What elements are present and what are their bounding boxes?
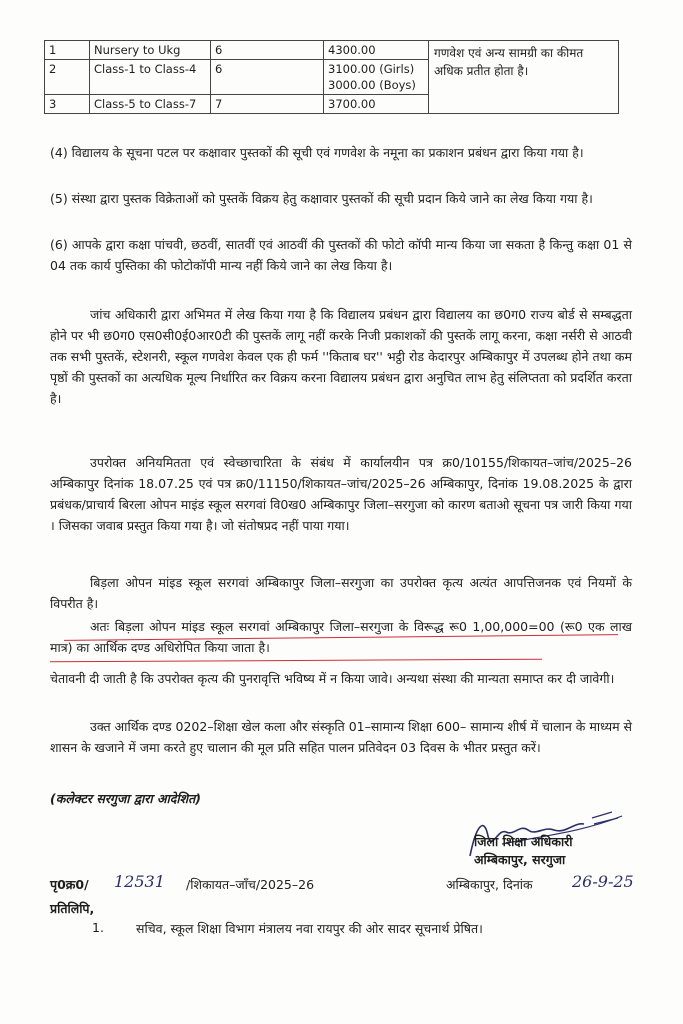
objection-paragraph: बिड़ला ओपन मांइड स्कूल सरगवां अम्बिकापुर जिला–सरगुजा का उपरोक्त कृत्य अत्यंत आपत्तिजनक एवं नियमों के विपरीत है।: [50, 575, 632, 611]
class-cell: Class-1 to Class-4: [90, 60, 211, 95]
amount-value: 3000.00 (Boys): [328, 78, 416, 92]
serial-cell: 1: [45, 41, 90, 60]
amount-cell: [324, 95, 429, 114]
copy-item-text: सचिव, स्कूल शिक्षा विभाग मंत्रालय नवा रायपुर की ओर सादर सूचनार्थ प्रेषित।: [136, 921, 483, 936]
amount-value: 4300.00: [328, 43, 376, 57]
count-cell: 6: [211, 41, 324, 60]
order-line: (कलेक्टर सरगुजा द्वारा आदेशित): [50, 791, 201, 806]
reference-date: 26-9-25: [572, 872, 634, 891]
class-cell: Nursery to Ukg: [90, 41, 211, 60]
point-6: (6) आपके द्वारा कक्षा पांचवी, छठवीं, सातवीं एवं आठवीं की पुस्तकों की फोटो कॉपी मान्य किया जा सकता है किन्तु कक्षा 01 से 04 तक कार्य पुस्तिका की फोटोकॉपी मान्य नहीं किये जाने का लेख किया है।: [50, 237, 632, 273]
reference-prefix: पृ0क्र0/: [50, 877, 89, 892]
serial-cell: 2: [45, 60, 90, 95]
fee-table: [44, 40, 619, 114]
amount-cell: [324, 41, 429, 60]
penalty-underline-2: [50, 659, 542, 663]
copy-label: प्रतिलिपि,: [50, 901, 95, 916]
signatory-designation: जिला शिक्षा अधिकारी: [474, 834, 573, 849]
reference-number: 12531: [114, 872, 165, 891]
signatory-place: अम्बिकापुर, सरगुजा: [474, 852, 566, 867]
deposit-paragraph: उक्त आर्थिक दण्ड 0202–शिक्षा खेल कला और संस्कृति 01–सामान्य शिक्षा 600– सामान्य शीर्ष में चालान के माध्यम से शासन के खजाने में जमा करते हुए चालान की मूल प्रति सहित पालन प्रतिवेदन 03 दिवस के भीतर प्रस्तुत करें।: [50, 719, 632, 755]
point-5: (5) संस्था द्वारा पुस्तक विक्रेताओं को पुस्तकें विक्रय हेतु कक्षावार पुस्तकों की सूची प्रदान किये जाने का लेख किया गया है।: [50, 191, 593, 206]
inquiry-paragraph: जांच अधिकारी द्वारा अभिमत में लेख किया गया है कि विद्यालय प्रबंधन द्वारा विद्यालय का छ0ग0 राज्य बोर्ड से सम्बद्धता होने पर भी छ0ग0 एस0सी0ई0आर0टी की पुस्तकें लागू नहीं करके निजी प्रकाशकों की पुस्तकें लागू करना, कक्षा नर्सरी से आठवी तक सभी पुस्तकें, स्टेशनरी, स्कूल गणवेश केवल एक ही फर्म ''किताब घर'' भट्ठी रोड केदारपुर अम्बिकापुर में उपलब्ध होने तथा कम पृष्ठों की पुस्तकों का अत्यधिक मूल्य निर्धारित कर विक्रय करना विद्यालय प्रबंधन द्वारा अनुचित लाभ हेतु संलिप्तता को प्रदर्शित करता है।: [50, 307, 632, 406]
amount-value: 3100.00 (Girls): [328, 62, 415, 76]
class-cell: Class-5 to Class-7: [90, 95, 211, 114]
copy-item-number: 1.: [92, 920, 104, 935]
serial-cell: 3: [45, 95, 90, 114]
amount-cell: [324, 60, 429, 95]
copy-item-1: [92, 920, 483, 936]
table-row: [45, 41, 619, 60]
penalty-paragraph: अतः बिड़ला ओपन मांइड स्कूल सरगवां अम्बिकापुर जिला–सरगुजा के विरूद्ध रू0 1,00,000=00 (रू0 एक लाख मात्र) का आर्थिक दण्ड अधिरोपित किया जाता है।: [50, 619, 632, 655]
notice-paragraph: उपरोक्त अनियमितता एवं स्वेच्छाचारिता के संबंध में कार्यालयीन पत्र क्र0/10155/शिकायत–जांच/2025–26 अम्बिकापुर दिनांक 18.07.25 एवं पत्र क्र0/11150/शिकायत–जांच/2025–26 अम्बिकापुर, दिनांक 19.08.2025 के द्वारा प्रबंधक/प्राचार्य बिरला ओपन माइंड स्कूल सरगवां वि0ख0 अम्बिकापुर जिला–सरगुजा को कारण बताओ सूचना पत्र जारी किया गया । जिसका जवाब प्रस्तुत किया गया है। जो संतोषप्रद नहीं पाया गया।: [50, 455, 632, 533]
reference-subject: /शिकायत–जाँच/2025–26: [186, 877, 315, 892]
count-cell: 7: [211, 95, 324, 114]
warning-paragraph: चेतावनी दी जाती है कि उपरोक्त कृत्य की पुनरावृत्ति भविष्य में न किया जावे। अन्यथा संस्था की मान्यता समाप्त कर दी जावेगी।: [50, 671, 615, 686]
amount-value: 3700.00: [328, 97, 376, 111]
reference-place-date-label: अम्बिकापुर, दिनांक: [446, 877, 533, 892]
signature-block: [474, 833, 573, 869]
point-4: (4) विद्यालय के सूचना पटल पर कक्षावार पुस्तकों की सूची एवं गणवेश के नमूना का प्रकाशन प्रबंधन द्वारा किया गया है।: [50, 145, 584, 160]
count-cell: 6: [211, 60, 324, 95]
remark-cell: गणवेश एवं अन्य सामग्री का कीमत अधिक प्रतीत होता है।: [429, 41, 619, 114]
